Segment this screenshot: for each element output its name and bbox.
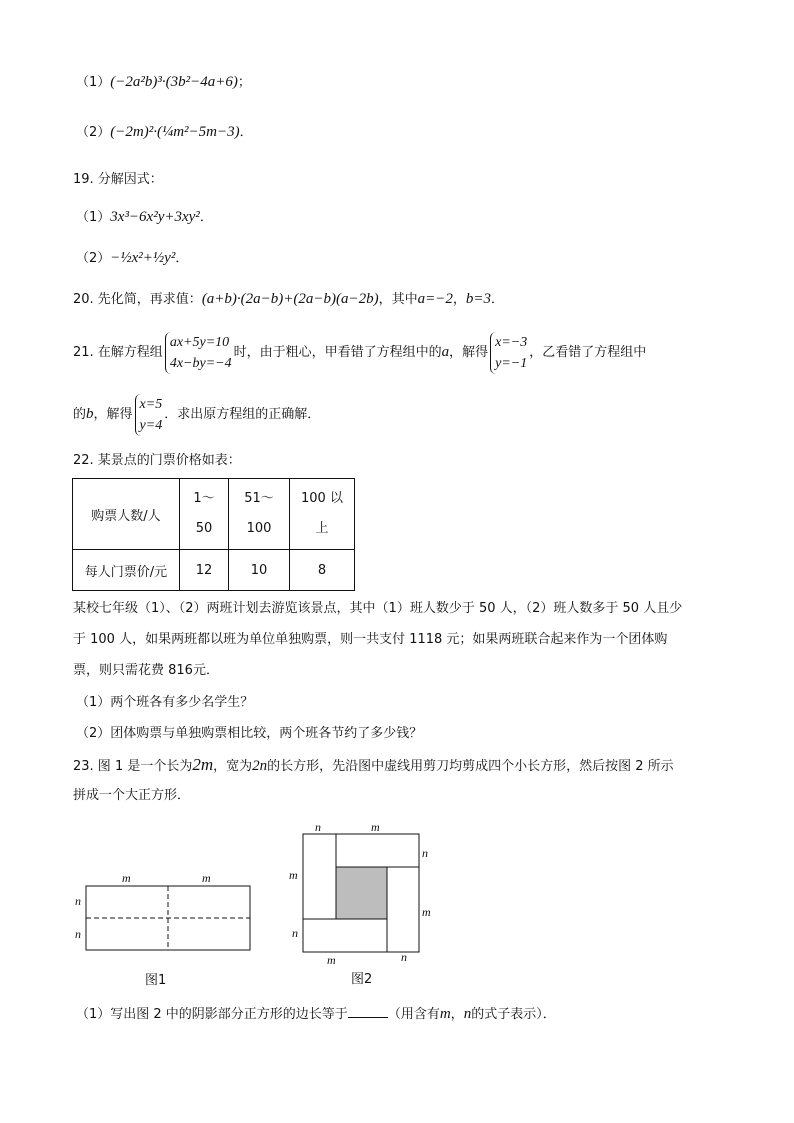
problem-23-line-1 bbox=[73, 755, 674, 777]
table-row bbox=[73, 550, 355, 591]
value-a: a=−2 bbox=[417, 291, 453, 307]
width-2n: 2n bbox=[252, 758, 268, 774]
equation: x=5 bbox=[139, 396, 163, 412]
punctuation: ． bbox=[239, 125, 253, 140]
problem-22-paragraph-3: 票，则只需花费 816元． bbox=[73, 663, 219, 678]
part-number: （1） bbox=[76, 75, 111, 90]
text: ，乙看错了方程组中 bbox=[529, 345, 647, 360]
math-expression: (−2m)²·(¼m²−5m−3) bbox=[110, 124, 240, 140]
part-number: （1） bbox=[76, 210, 111, 225]
problem-18-part-2 bbox=[76, 122, 253, 143]
table-row bbox=[73, 479, 355, 550]
label-m: m bbox=[327, 953, 336, 967]
part-number: （2） bbox=[76, 251, 111, 266]
text: 时，由于粗心，甲看错了方程组中的 bbox=[233, 345, 442, 360]
label-m: m bbox=[122, 871, 131, 885]
table-cell: 每人门票价/元 bbox=[73, 550, 180, 591]
equation: 4x−by=−4 bbox=[169, 355, 232, 371]
figure-1 bbox=[70, 865, 260, 960]
text: ，解得 bbox=[449, 345, 489, 360]
table-header-cell: 购票人数/人 bbox=[73, 479, 180, 550]
part-number: （2） bbox=[76, 125, 111, 140]
label-n: n bbox=[422, 846, 428, 860]
solution-system-1 bbox=[490, 332, 527, 374]
label-m: m bbox=[422, 905, 431, 919]
problem-21-line-1 bbox=[73, 330, 646, 375]
label-m: m bbox=[371, 820, 380, 834]
punctuation: ； bbox=[237, 75, 251, 90]
problem-19-title: 19. 分解因式： bbox=[73, 172, 163, 187]
value-b: b=3 bbox=[465, 291, 492, 307]
equation: y=4 bbox=[139, 417, 163, 433]
math-expression: 3x³−6x²y+3xy² bbox=[110, 209, 200, 225]
label-n: n bbox=[401, 950, 407, 964]
figure-2-bottom-rect bbox=[303, 919, 387, 952]
label-m: m bbox=[289, 868, 298, 882]
text: 的 bbox=[73, 407, 87, 422]
problem-title: 20. 先化简，再求值： bbox=[73, 292, 202, 307]
figure-2-caption: 图2 bbox=[351, 972, 373, 987]
problem-20 bbox=[73, 289, 504, 310]
cell-line: 上 bbox=[315, 521, 329, 536]
figure-1-caption: 图1 bbox=[145, 973, 167, 988]
equation: ax+5y=10 bbox=[169, 334, 230, 350]
text: （1）写出图 2 中的阴影部分正方形的边长等于 bbox=[76, 1007, 348, 1022]
punctuation: ， bbox=[450, 1007, 464, 1022]
solution-system-2 bbox=[135, 394, 163, 436]
table-cell: 8 bbox=[290, 550, 355, 591]
variable-m: m bbox=[439, 1006, 451, 1022]
variable-b: b bbox=[86, 406, 94, 422]
label-n: n bbox=[75, 894, 81, 908]
text: 21. 在解方程组 bbox=[73, 345, 163, 360]
text: ，解得 bbox=[93, 407, 133, 422]
punctuation: ． bbox=[199, 210, 213, 225]
problem-22-paragraph-1: 某校七年级（1）、（2）两班计划去游览该景点，其中（1）班人数少于 50 人，（2）班人数多于 50 人且少 bbox=[73, 601, 683, 616]
length-2m: 2m bbox=[192, 755, 214, 774]
problem-22-question-1: （1）两个班各有多少名学生？ bbox=[76, 695, 254, 710]
problem-21-line-2 bbox=[73, 392, 320, 437]
figure-2-top-rect bbox=[336, 834, 419, 867]
figure-2-right-rect bbox=[387, 867, 419, 952]
problem-19-part-1 bbox=[76, 207, 213, 228]
label-n: n bbox=[75, 927, 81, 941]
figure-2-left-rect bbox=[303, 834, 336, 919]
answer-blank[interactable] bbox=[348, 1005, 388, 1018]
punctuation: ． bbox=[491, 292, 505, 307]
cell-line: 50 bbox=[195, 521, 213, 536]
problem-23-question-1 bbox=[76, 1004, 556, 1025]
cell-line: 51～ bbox=[244, 491, 274, 506]
cell-line: 1～ bbox=[193, 491, 215, 506]
problem-22-paragraph-2: 于 100 人，如果两班都以班为单位单独购票，则一共支付 1118 元；如果两班联合起来作为一个团体购 bbox=[73, 632, 668, 647]
figure-2 bbox=[286, 820, 436, 970]
label-m: m bbox=[202, 871, 211, 885]
table-cell: 10 bbox=[229, 550, 290, 591]
text: （用含有 bbox=[387, 1007, 440, 1022]
cell-line: 100 bbox=[246, 521, 272, 536]
text: ，宽为 bbox=[213, 759, 253, 774]
equation: y=−1 bbox=[495, 355, 528, 371]
equation-system bbox=[165, 332, 232, 374]
text: ．求出原方程组的正确解． bbox=[164, 407, 321, 422]
table-header-cell bbox=[290, 479, 355, 550]
problem-22-question-2: （2）团体购票与单独购票相比较，两个班各节约了多少钱？ bbox=[76, 726, 423, 741]
text: 23. 图 1 是一个长为 bbox=[73, 759, 193, 774]
punctuation: ． bbox=[175, 251, 189, 266]
punctuation: ， bbox=[452, 292, 466, 307]
problem-18-part-1 bbox=[76, 72, 251, 93]
text: 的式子表示）． bbox=[471, 1007, 556, 1022]
price-table bbox=[72, 478, 355, 591]
label-n: n bbox=[315, 820, 321, 834]
equation: x=−3 bbox=[495, 334, 528, 350]
table-header-cell bbox=[229, 479, 290, 550]
math-expression: (a+b)·(2a−b)+(2a−b)(a−2b) bbox=[201, 291, 379, 307]
math-expression: (−2a²b)³·(3b²−4a+6) bbox=[110, 74, 238, 90]
text: 的长方形，先沿图中虚线用剪刀均剪成四个小长方形，然后按图 2 所示 bbox=[267, 759, 674, 774]
variable-a: a bbox=[441, 344, 450, 360]
figure-2-shaded-square bbox=[336, 867, 387, 919]
label-n: n bbox=[292, 926, 298, 940]
cell-line: 100 以 bbox=[301, 491, 343, 506]
variable-n: n bbox=[463, 1006, 472, 1022]
problem-19-part-2 bbox=[76, 248, 188, 269]
math-expression: −½x²+½y² bbox=[110, 250, 176, 266]
text: ，其中 bbox=[378, 292, 418, 307]
table-cell: 12 bbox=[180, 550, 229, 591]
problem-23-line-2: 拼成一个大正方形． bbox=[73, 788, 191, 803]
problem-22-title: 22. 某景点的门票价格如表： bbox=[73, 453, 241, 468]
table-header-cell bbox=[180, 479, 229, 550]
